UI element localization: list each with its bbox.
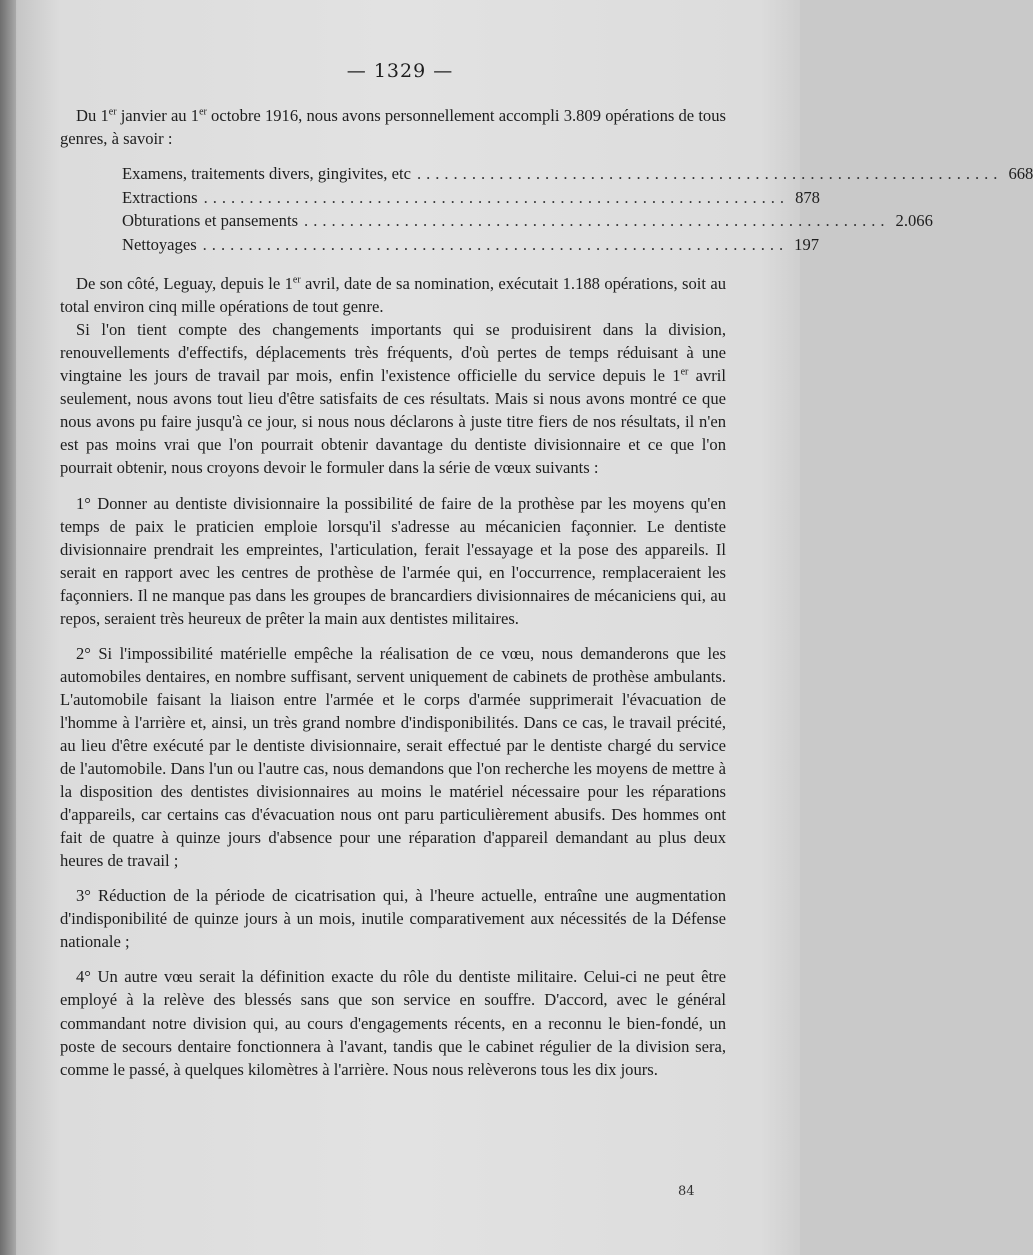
operation-value: 2.066 <box>895 211 933 231</box>
operation-value: 878 <box>795 187 820 207</box>
operation-row <box>122 186 820 210</box>
operation-label: Obturations et pansements <box>122 211 299 231</box>
leguay-paragraph: De son côté, Leguay, depuis le 1er avril, date de sa nomination, exécutait 1.188 opérations, soit au total environ cinq mille opérations de tout genre. <box>60 274 727 317</box>
dot-leader: ................................................................ <box>202 234 789 254</box>
operation-value: 197 <box>794 234 820 254</box>
wish-1-paragraph: 1° Donner au dentiste divisionnaire la possibilité de faire de la prothèse par les moyens qu'en temps de paix le praticien emploie lorsqu'il s'adresse au mécanicien façonnier. Le dentiste divisionnaire prendrait les empreintes, l'articulation, ferait l'essayage et la pose des appareils. Il serait en rapport avec les centres de prothèse de l'armée qui, en l'occurrence, remplaceraient les façonniers. Il ne manque pas dans les groupes de brancardiers divisionnaires de mécaniciens qui, au repos, seraient très heureux de prêter la main aux dentistes militaires. <box>60 493 726 628</box>
wish-4-paragraph: 4° Un autre vœu serait la définition exacte du rôle du dentiste militaire. Celui-ci ne peut être employé à la relève des blessés sans que son service en souffre. D'accord, avec le général commandant notre division qui, au cours d'engagements récents, en a reconnu le bien-fondé, un poste de secours dentaire fonctionnera à l'avant, tandis que le cabinet régulier de la division sera, comme le passé, à quelques kilomètres à l'arrière. Nous nous relèverons tous les dix jours. <box>60 967 726 1079</box>
operation-value: 668 <box>1008 164 1033 184</box>
wish-2-paragraph: 2° Si l'impossibilité matérielle empêche la réalisation de ce vœu, nous demanderons que les automobiles dentaires, en nombre suffisant, servent uniquement de cabinets de prothèse ambulants. L'automobile faisant la liaison entre l'armée et le corps d'armée supprimerait l'évacuation de l'homme à l'arrière et, ainsi, un très grand nombre d'indisponibilités. Dans ce cas, le travail précité, au lieu d'être exécuté par le dentiste divisionnaire, serait effectué par le dentiste chargé du service de l'automobile. Dans l'un ou l'autre cas, nous demandons que l'on recherche les moyens de mettre à la disposition des dentistes divisionnaires au moins le matériel nécessaire pour les réparations d'appareils, car certains cas d'évacuation nous ont paru particulièrement abusifs. Des hommes ont fait de quatre à quinze jours d'absence pour une réparation d'appareil demandant au plus deux heures de travail ; <box>60 643 726 871</box>
operation-row <box>122 162 1033 186</box>
signature-mark: 84 <box>678 1184 695 1199</box>
dot-leader: ................................................................ <box>304 211 890 231</box>
dot-leader: ................................................................ <box>416 164 1003 184</box>
wish-3-paragraph: 3° Réduction de la période de cicatrisation qui, à l'heure actuelle, entraîne une augmentation d'indisponibilité de quinze jours à un mois, inutile comparativement aux nécessités de la Défense nationale ; <box>60 886 726 952</box>
context-paragraph: Si l'on tient compte des changements importants qui se produisirent dans la division, renouvellements d'effectifs, déplacements très fréquents, d'où pertes de temps réduisant à une vingtaine les jours de travail par mois, enfin l'existence officielle du service depuis le 1er avril seulement, nous avons tout lieu d'être satisfaits de ces résultats. Mais si nous avons montré ce que nous avons pu faire jusqu'à ce jour, si nous nous déclarons à juste titre fiers de nos résultats, il n'en est pas moins vrai que l'on pourrait obtenir davantage du dentiste divisionnaire et ce que l'on pourrait obtenir, nous croyons devoir le formuler dans la série de vœux suivants : <box>60 320 726 478</box>
operation-row <box>122 209 933 233</box>
body-text <box>60 104 1033 1081</box>
page-number: — 1329 — <box>346 60 454 82</box>
dot-leader: ................................................................ <box>203 187 790 207</box>
binding-gutter <box>0 0 16 1255</box>
operation-label: Examens, traitements divers, gingivites, etc <box>122 164 411 184</box>
operation-row <box>122 233 820 257</box>
operations-list <box>122 162 1033 256</box>
operation-label: Nettoyages <box>122 234 197 254</box>
intro-paragraph: Du 1er janvier au 1er octobre 1916, nous avons personnellement accompli 3.809 opérations de tous genres, à savoir : <box>60 106 726 149</box>
operation-label: Extractions <box>122 187 198 207</box>
